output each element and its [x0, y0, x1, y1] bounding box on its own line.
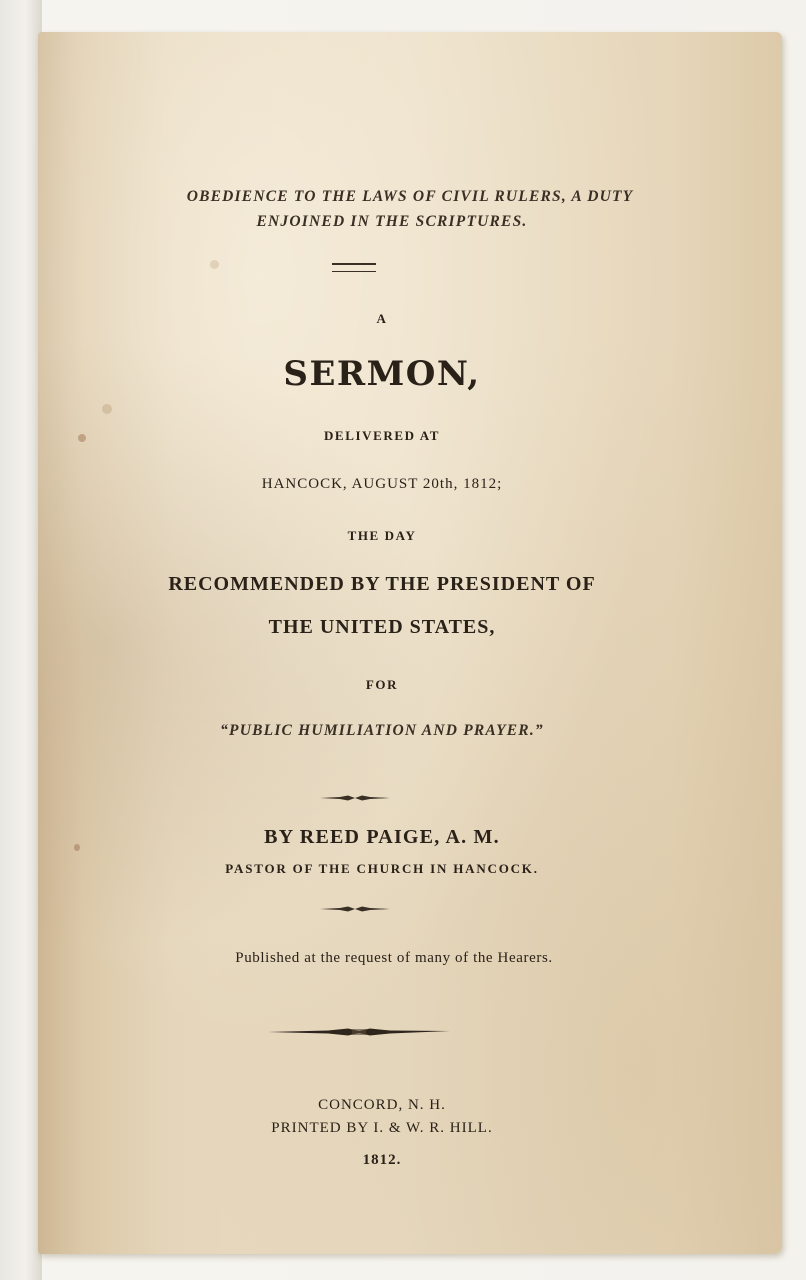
- double-rule-divider: [332, 263, 376, 272]
- author-byline: BY REED PAIGE, A. M.: [264, 826, 500, 848]
- recommended-line-1: RECOMMENDED BY THE PRESIDENT OF: [168, 573, 596, 595]
- delivered-at: DELIVERED AT: [323, 428, 441, 443]
- adjacent-page-edge: [0, 0, 42, 1280]
- author-title: PASTOR OF THE CHURCH IN HANCOCK.: [225, 861, 539, 876]
- place-and-date: HANCOCK, AUGUST 20th, 1812;: [261, 476, 503, 492]
- purpose-line: “PUBLIC HUMILIATION AND PRAYER.”: [220, 722, 544, 739]
- recommended-line-2: THE UNITED STATES,: [268, 616, 496, 638]
- for-word: FOR: [365, 677, 399, 692]
- imprint-printer: PRINTED BY I. & W. R. HILL.: [271, 1120, 493, 1136]
- sermon-heading: SERMON,: [283, 354, 481, 394]
- imprint-place: CONCORD, N. H.: [318, 1097, 446, 1113]
- long-ornament-rule: [268, 1026, 450, 1038]
- small-ornament-divider: [320, 794, 390, 802]
- title-line-2: ENJOINED IN THE SCRIPTURES.: [256, 213, 528, 230]
- foxing-spot: [102, 404, 112, 414]
- title-line-1: OBEDIENCE TO THE LAWS OF CIVIL RULERS, A DUTY: [186, 188, 634, 205]
- small-ornament-divider-2: [320, 905, 390, 913]
- title-page: [38, 32, 782, 1254]
- article-a: A: [376, 311, 388, 326]
- publication-note: Published at the request of many of the Hearers.: [235, 950, 553, 966]
- imprint-year: 1812.: [362, 1152, 402, 1168]
- the-day: THE DAY: [347, 528, 417, 543]
- foxing-spot: [210, 260, 219, 269]
